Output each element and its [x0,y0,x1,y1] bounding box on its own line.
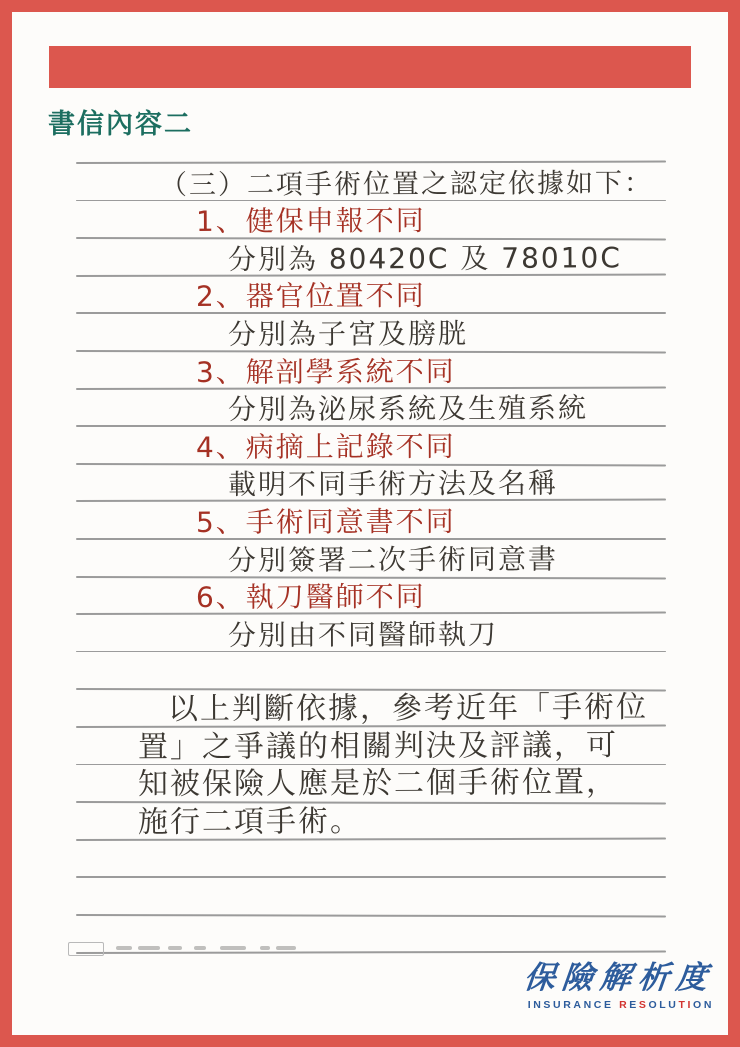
handwriting-row: 以上判斷依據，參考近年「手術位 [167,689,648,727]
logo-letter: I [527,999,534,1011]
logo-letter: N [703,999,714,1011]
logo-letter: O [648,999,660,1011]
logo-letter: U [553,999,564,1011]
page-title: 書信內容二 [48,109,193,139]
logo-letter: C [593,999,604,1011]
logo-letter: I [687,999,694,1011]
handwriting-row: 置」之爭議的相關判決及評議，可 [137,727,618,765]
handwriting-row: 分別由不同醫師執刀 [227,617,499,652]
handwriting-row: 分別為泌尿系統及生殖系統 [227,391,589,427]
handwriting-row: 知被保險人應是於二個手術位置， [137,765,618,803]
logo-letter: R [619,999,630,1011]
logo-letter: N [583,999,594,1011]
logo-letter: R [563,999,574,1011]
brand-logo-chinese: 保險解析度 [522,960,716,996]
brand-logo [454,960,714,1011]
brand-logo-english [454,999,714,1011]
logo-letter: S [638,999,649,1011]
logo-letter: O [693,999,704,1011]
logo-letter: E [629,999,639,1011]
handwriting-row: 1、健保申報不同 [195,204,426,239]
faded-box-outline [68,942,104,956]
handwriting-row: 施行二項手術。 [137,803,362,840]
handwriting-row: 5、手術同意書不同 [195,504,456,539]
handwriting-row: 分別簽署二次手術同意書 [227,542,559,577]
header-red-bar [49,46,691,88]
logo-letter: U [668,999,679,1011]
logo-letter: L [659,999,669,1011]
handwriting-row: 4、病摘上記錄不同 [195,429,456,464]
handwriting-row: 6、執刀醫師不同 [195,580,426,615]
logo-letter: S [543,999,554,1011]
ruled-line [76,161,666,164]
handwriting-row: 分別為子宮及膀胱 [227,316,469,352]
ruled-line [76,914,666,917]
logo-letter: A [573,999,584,1011]
handwriting-row: （三）二項手術位置之認定依據如下： [159,167,653,201]
page-content [12,12,728,1035]
logo-letter: T [678,999,688,1011]
logo-letter: N [533,999,544,1011]
handwriting-row: 3、解剖學系統不同 [195,354,456,389]
handwriting-row: 載明不同手術方法及名稱 [227,466,559,502]
logo-letter: E [603,999,614,1011]
ruled-line [76,876,666,878]
handwriting-row: 2、器官位置不同 [195,279,426,314]
handwriting-row: 分別為 80420C 及 78010C [227,241,622,276]
faded-partial-text [68,940,358,956]
